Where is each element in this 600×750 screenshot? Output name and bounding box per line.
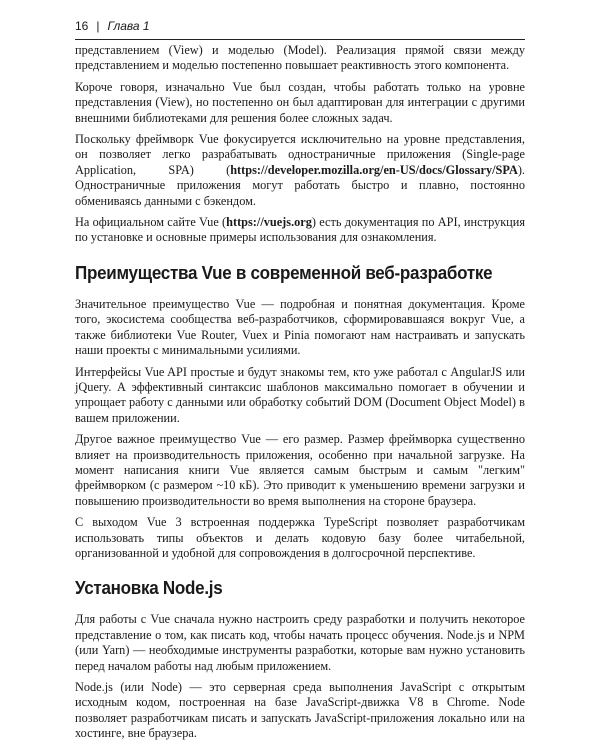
page-body (75, 43, 525, 748)
paragraph-text: ). Одностраничные приложения могут работать быстро и плавно, постоянно обмениваясь данными с бэкендом. (75, 162, 525, 208)
header-separator: | (96, 19, 100, 33)
running-header (75, 19, 525, 33)
url-link: https://vuejs.org (226, 215, 312, 230)
paragraph: Другое важное преимущество Vue — его размер. Размер фреймворка существенно влияет на производительность приложения, особенно при начальной загрузке. На момент написания книги Vue является самым быстрым и самым "легким" фреймворком (с размером ~10 кБ). Это приводит к уменьшению времени загрузки и повышению производительности во время выполнения на стороне браузера. (75, 432, 525, 508)
paragraph: представлением (View) и моделью (Model). Реализация прямой связи между представлением и моделью постепенно повышает реактивность этого компонента. (75, 43, 525, 73)
paragraph: Для работы с Vue сначала нужно настроить среду разработки и получить некоторое представление о том, как писать код, чтобы начать процесс обучения. Node.js и NPM (или Yarn) — необходимые инструменты разработки, которые вам нужно установить перед началом работы над любым приложением. (75, 612, 525, 673)
page-number: 16 (75, 19, 89, 33)
paragraph: Node.js (или Node) — это серверная среда выполнения JavaScript с открытым исходным кодом, построенная на базе JavaScript-движка V8 в Chrome. Node позволяет разработчикам писать и запускать JavaScript-приложения локально или на хостинге, вне браузера. (75, 680, 525, 741)
section-heading-node-install: Установка Node.js (75, 577, 223, 599)
paragraph-text: На официальном сайте Vue ( (75, 215, 227, 230)
header-rule (75, 39, 525, 40)
paragraph: Значительное преимущество Vue — подробная и понятная документация. Кроме того, экосистема сообщества веб-разработчиков, сформировавшаяся вокруг Vue, а также библиотеки Vue Router, Vuex и Pinia помогают нам настраивать и запускать наши проекты с минимальными усилиями. (75, 296, 525, 358)
paragraph (75, 132, 525, 209)
paragraph: Интерфейсы Vue API простые и будут знакомы тем, кто уже работал с AngularJS или jQuery. А эффективный синтаксис шаблонов максимально помогает в обучении и упрощает работу с данными или обработку событий DOM (Document Object Model) в вашем приложении. (75, 364, 525, 425)
paragraph-text: ) есть документация по API, инструкция по установке и основные примеры использования для ознакомления. (75, 215, 526, 245)
paragraph-text: Поскольку фреймворк Vue фокусируется исключительно на уровне представления, он позволяет легко разрабатывать одностраничные приложения (Single-page Application, SPA) ( (75, 132, 525, 177)
url-link: https://developer.mozilla.org/en-US/docs/Glossary/SPA (230, 162, 518, 177)
chapter-title: Глава 1 (107, 19, 150, 33)
section-heading-vue-advantages: Преимущества Vue в современной веб-разработке (75, 261, 493, 283)
paragraph: С выходом Vue 3 встроенная поддержка TypeScript позволяет разработчикам использовать типы объектов и делать кодовую базу более читабельной, организованной и удобной для сопровождения в долгосрочной перспективе. (75, 515, 525, 560)
paragraph: Короче говоря, изначально Vue был создан, чтобы работать только на уровне представления (View), но постепенно он был адаптирован для интеграции с другими внешними библиотеками для решения более сложных задач. (75, 79, 525, 125)
paragraph (75, 215, 525, 246)
